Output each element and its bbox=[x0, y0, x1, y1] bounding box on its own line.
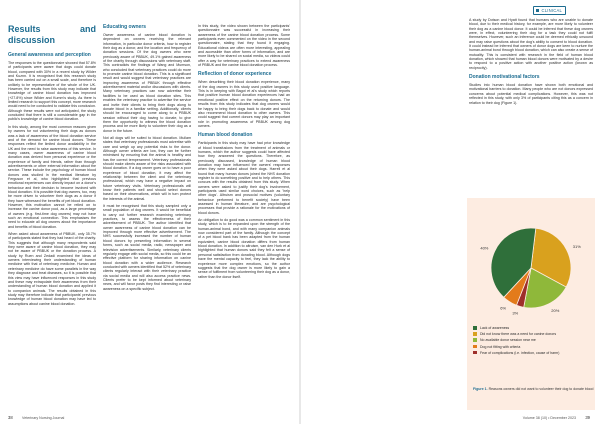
legend-swatch bbox=[473, 326, 477, 330]
badge-label: CLINICAL bbox=[541, 8, 562, 13]
right-text-column bbox=[469, 18, 593, 108]
paragraph: Studies into human blood donation have shown both emotional and motivational barriers to donation. Many people who are not donors expressed concerns about potential medical complications. However, this was not reflected in this study, with only 3% of participants citing this as a concern in relation to their dog (Figure 1). bbox=[469, 83, 593, 105]
heading-educating-owners: Educating owners bbox=[103, 24, 147, 30]
pie-data-label: 6% bbox=[500, 305, 507, 311]
legend-item bbox=[473, 351, 559, 355]
paragraph: Not all dogs will be suited to blood donation. Mullam states that veterinary professionals must advertise with care and weigh up any potential risks to the donor. Although owner criteria are low, they can be further minimised by ensuring that the animal is healthy and has the correct temperament. Veterinary professionals should make clients aware of the risks associated with blood donation. If a dog owner goes on to have a poor experience of blood donation, it may affect the relationship between the client and the veterinary professional, which may have a negative impact on future veterinary visits. Veterinary professionals will know their patients well and should select donors based on their observations, which will in turn protect the interests of the animal. bbox=[103, 135, 191, 201]
left-column-3 bbox=[198, 24, 290, 282]
left-column-2 bbox=[103, 24, 191, 294]
heading-human-blood-donation: Human blood donation bbox=[198, 132, 253, 139]
left-page bbox=[0, 0, 299, 424]
page-number-left: 38 bbox=[8, 415, 13, 420]
pie-data-label: 31% bbox=[572, 243, 581, 249]
pie-data-label: 40% bbox=[480, 245, 489, 251]
paragraph: In this study, the video shown between the participants' questionnaire was successful in increasing their awareness of the canine blood donation process. Some participants even commented on the video in the second questionnaire, stating that they found it engaging. Educational videos are often more interesting, appealing and accessible than other forms of information, and are more likely to be shared on social media, so videos could offer a way for veterinary practices to extend awareness of PBBUK and the canine blood donation process. bbox=[198, 24, 290, 68]
legend-swatch bbox=[473, 332, 477, 336]
legend-item bbox=[473, 338, 559, 342]
footer-volume-info: Volume 38 (10) • December 2023 bbox=[522, 416, 576, 420]
figure-1 bbox=[467, 198, 595, 410]
heading-reflection: Reflection of donor experience bbox=[198, 71, 272, 78]
caption-label: Figure 1. bbox=[473, 387, 488, 391]
figure-caption bbox=[473, 387, 600, 391]
pie-chart bbox=[467, 198, 595, 328]
paragraph: In this study, among the most common reasons given by owners for not volunteering their dogs as donors was a lack of awareness of the blood donation service and of the demand for canine blood donors. These responses reflect the limited donor availability in the UK and the need to raise awareness of this service. In many cases, owner awareness of canine blood donation was derived from personal experience or the experience of family and friends, rather than through advertisements or other external information about the service. These include the psychology of human blood donors was studied in the medical literature by Ferguson et al, who highlighted that previous emotional experiences can directly impact on a donor's behaviour and their decision to become involved with blood donation. It is possible that dog owners, too, may be more driven to volunteer their dogs as a donor if they have witnessed the benefits of pet blood donation. However, this motivation cannot be relied on to increase the canine donor pool, as a large percentage of owners (e.g. first-time dog owners) may not have such an emotional connection. This emphasises the need to educate all dog owners about the importance and benefits of blood donation. bbox=[8, 124, 96, 229]
footer-journal-name: Veterinary Nursing Journal bbox=[22, 416, 65, 420]
legend-item bbox=[473, 345, 559, 349]
section-title: Results and discussion bbox=[8, 24, 96, 45]
legend-item bbox=[473, 332, 559, 336]
chart-legend bbox=[473, 326, 559, 357]
section-badge bbox=[533, 6, 566, 15]
paragraph: A study by Dotson and Hyatt found that humans who are unable to donate blood, due to their medical history, for example, are more likely to volunteer their dog as a canine blood donor. It could be inferred that these dog owners were, in effect, volunteering their dog for a task they could not fulfil themselves. However, such an inference could be deemed ethically unsound and may raise questions about the dog's ability to consent to blood donation. It could instead be inferred that owners of donor dogs are keen to nurture the human-animal bond through blood donation, which can also create a sense of mutuality. This is consistent with research in the field of human blood donation, which showed that human blood donors were motivated by a desire to respond to a positive action with another positive action (known as reciprocity). bbox=[469, 18, 593, 70]
paragraph: When asked about awareness of PBBUK, only 35.7% of participants stated that they had heard of the charity. This suggests that although many respondents said they were aware of canine blood donation, they may not be aware of PBBUK or the donation process. A study by Ruen and Zedadi examined the ideas of owners interviewing their understanding of human medicine with that of veterinary medicine. Human and veterinary medicine do have some parallels in the way they diagnose and treat diseases, so it is possible that this view may have influenced responses in this study and these may extrapolate their awareness from their understanding of human blood donation and applied it to companion animals. The results obtained in this study may therefore indicate that participants' previous knowledge of human blood donation may have led to assumptions about canine blood donation. bbox=[8, 232, 96, 306]
page-number-right: 39 bbox=[585, 415, 590, 420]
paragraph: Owner awareness of canine blood donation is dependent on owners receiving the relevant information, in particular donor criteria, how to register their dog as a donor, and the location and frequency of donation sessions. Of the dog owners who were previously aware of PBBUK, 49.1% gained awareness of the charity through discussions with veterinary staff. This contradicts the findings of Wang and Mumson, who concluded that veterinary practices could do more to promote canine blood donation. This is a significant result and would suggest that veterinary practices are improving awareness of PBBUK through effective advertisement material and/or discussions with clients. Many veterinary practices can now advertise their facilities to be used as blood donation sites. This enables the veterinary practice to advertise the service and invite their clients to bring their dogs along to donate blood in a familiar setting. Additionally, clients should be encouraged to come along to a PBBUK session without their dog having to donate, to give them the opportunity to witness the blood donation process and be more likely to volunteer their dog as a donor in the future. bbox=[103, 33, 191, 133]
legend-swatch bbox=[473, 345, 477, 349]
pie-data-label: 3% bbox=[512, 310, 519, 316]
pie-data-label: 20% bbox=[551, 307, 560, 313]
paragraph: An obligation to do good was a common sentiment in this study, which is to be expanded upon the strength of the human-animal bond, and with many companion animals now considered part of the family. Although the concept of a pet blood bank has been adapted from the human equivalent, canine blood donation differs from human blood donation. In addition to altruism, van den Hurk et al highlighted that human donors said they felt a sense of personal satisfaction from donating blood. Although dogs have the mental capacity to feel, they lack the ability to experience more complex emotions, so the author suggests that the dog owner is more likely to gain a sense of fulfilment from volunteering their dog as a donor, rather than the donor itself. bbox=[198, 218, 290, 279]
legend-label: Dog not fitting with criteria bbox=[480, 344, 521, 349]
caption-text: Reasons owners did not want to volunteer their dog to donate blood bbox=[488, 387, 594, 391]
left-column-1 bbox=[8, 24, 96, 309]
legend-swatch bbox=[473, 338, 477, 342]
legend-label: Lack of awareness bbox=[480, 326, 510, 330]
paragraph: Participants in this study may have had prior knowledge of blood transfusions from the treatment of animals or humans, which the author suggests could have affected how they answered the questions. Therefore, as previously discussed, knowledge of human blood donation may have influenced the owners' responses when they were asked about their dogs. Harrell et al found that many human donors joined the NHS donation register to do something positive and to help others. This concurs with the results obtained from this study. When owners were asked to justify their dog's involvement, participants used similar word choices, such as 'help other dogs'. Altruism and prosocial motives (voluntary behaviour performed to benefit society) have been assessed in human literature, and are psychological processes that provide a rationale for the motivations of blood donors. bbox=[198, 141, 290, 215]
paragraph: The responses to the questionnaire showed that 57.8% of participants were aware that dogs could donate blood, compared with 30% in a recent study by Wilder and Kuznn. It is recognised that this research study has been carried out on a small scale, and therefore is unlikely to be representative of the whole of the UK. However, the results from this study may indicate that knowledge of canine blood donation has improved (+27.8%) since Wilder and Kumm's study. As there is limited research to support this concept, more research would need to be conducted to validate this conclusion. Although these results were not anticipated, the study concluded that there is still a considerable gap in the public's knowledge of canine blood donation. bbox=[8, 61, 96, 122]
heading-general-awareness: General awareness and perception bbox=[8, 52, 91, 58]
legend-swatch bbox=[473, 351, 477, 355]
paragraph: When describing their blood donation experience, many of the dog owners in this study used positive language. This is in keeping with Bagot et al's study which reports that positive human blood donation experiences had an emotional positive effect on the returning donors. The results from this study indicates that dog owners would be happy to bring their dogs back to donate and would also recommend blood donation to other owners. This could suggest that current donors may play an important role in promoting awareness of PBBUK among dog owners. bbox=[198, 80, 290, 128]
legend-label: No available donor session near me bbox=[480, 338, 536, 343]
badge-square-icon bbox=[536, 9, 540, 13]
paragraph: It must be recognised that this study sampled only a small population of dog owners. It would be beneficial to carry out further research examining veterinary practices, to assess the effectiveness of their advertisement of PBBUK. The author identified that owner awareness of canine blood donation can be improved through more effective advertisement. The NHS successfully increased the number of human blood donors by presenting information in several forms, such as social media, radio, newspaper and television advertisements. Similarly, veterinary clients regularly engage with social media, so this could be an effective platform for sharing information on canine blood donation with a wider audience. Research conducted with owners identified that 52% of veterinary clients regularly interact with their veterinary practice via social media and will also access practice news. Clients prefer to be kept informed about veterinary news, and will favor posts they find interesting or raise awareness on a specific subject. bbox=[103, 204, 191, 291]
legend-label: Did not know there was a need for canine donors bbox=[480, 332, 557, 337]
legend-label: Fear of complications (i.e. infection, cause of harm) bbox=[480, 350, 560, 355]
heading-donation-motivational-factors: Donation motivational factors bbox=[469, 74, 540, 81]
legend-item bbox=[473, 326, 559, 330]
